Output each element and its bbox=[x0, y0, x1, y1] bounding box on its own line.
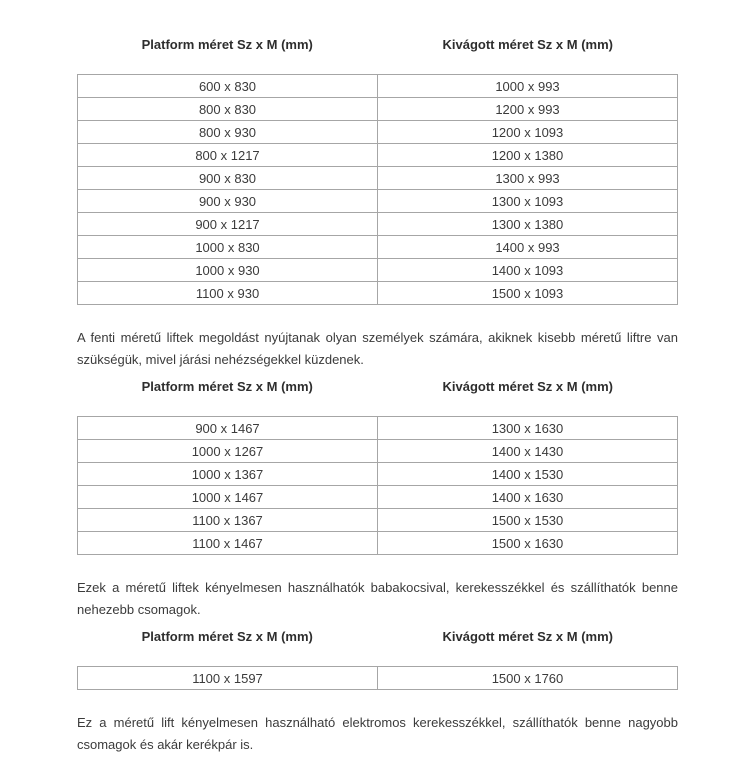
table-cell: 1200 x 1093 bbox=[378, 121, 678, 144]
table-row bbox=[78, 463, 678, 486]
platform-size-header: Platform méret Sz x M (mm) bbox=[141, 37, 313, 52]
table-row bbox=[78, 98, 678, 121]
table-row bbox=[78, 282, 678, 305]
table-cell: 1000 x 1267 bbox=[78, 440, 378, 463]
platform-size-header: Platform méret Sz x M (mm) bbox=[141, 629, 313, 644]
cutout-size-header: Kivágott méret Sz x M (mm) bbox=[442, 379, 613, 394]
table-cell: 1000 x 1467 bbox=[78, 486, 378, 509]
table-row bbox=[78, 509, 678, 532]
table-row bbox=[78, 417, 678, 440]
table-cell: 1500 x 1760 bbox=[378, 667, 678, 690]
table-cell: 1300 x 993 bbox=[378, 167, 678, 190]
table-row bbox=[78, 259, 678, 282]
table-cell: 1400 x 993 bbox=[378, 236, 678, 259]
size-table-small bbox=[77, 74, 678, 305]
cutout-size-header: Kivágott méret Sz x M (mm) bbox=[442, 629, 613, 644]
table-row bbox=[78, 532, 678, 555]
column-headers bbox=[77, 629, 678, 645]
table-cell: 900 x 1217 bbox=[78, 213, 378, 236]
table-row bbox=[78, 236, 678, 259]
table-cell: 900 x 830 bbox=[78, 167, 378, 190]
platform-size-header: Platform méret Sz x M (mm) bbox=[141, 379, 313, 394]
table-cell: 1300 x 1380 bbox=[378, 213, 678, 236]
table-cell: 1300 x 1630 bbox=[378, 417, 678, 440]
table-row bbox=[78, 144, 678, 167]
column-headers bbox=[77, 37, 678, 53]
column-headers bbox=[77, 379, 678, 395]
table-cell: 1000 x 1367 bbox=[78, 463, 378, 486]
table-row bbox=[78, 75, 678, 98]
section-small-description: A fenti méretű liftek megoldást nyújtanak olyan személyek számára, akiknek kisebb méretű liftre van szükségük, mivel járási nehézségekkel küzdenek. bbox=[77, 330, 678, 367]
table-cell: 800 x 930 bbox=[78, 121, 378, 144]
section-large-description: Ez a méretű lift kényelmesen használható elektromos kerekesszékkel, szállíthatók benne nagyobb csomagok és akár kerékpár is. bbox=[77, 715, 678, 752]
table-cell: 1200 x 1380 bbox=[378, 144, 678, 167]
section-medium-lifts bbox=[77, 379, 678, 621]
table-cell: 1100 x 1597 bbox=[78, 667, 378, 690]
table-row bbox=[78, 486, 678, 509]
table-cell: 1400 x 1630 bbox=[378, 486, 678, 509]
table-cell: 800 x 1217 bbox=[78, 144, 378, 167]
table-cell: 900 x 1467 bbox=[78, 417, 378, 440]
table-cell: 1400 x 1530 bbox=[378, 463, 678, 486]
size-table-large bbox=[77, 666, 678, 690]
table-cell: 900 x 930 bbox=[78, 190, 378, 213]
section-small-lifts bbox=[77, 37, 678, 371]
cutout-size-header: Kivágott méret Sz x M (mm) bbox=[442, 37, 613, 52]
table-row bbox=[78, 667, 678, 690]
table-cell: 600 x 830 bbox=[78, 75, 378, 98]
table-cell: 1300 x 1093 bbox=[378, 190, 678, 213]
section-medium-description: Ezek a méretű liftek kényelmesen használhatók babakocsival, kerekesszékkel és szállíthatók benne nehezebb csomagok. bbox=[77, 580, 678, 617]
table-cell: 1000 x 830 bbox=[78, 236, 378, 259]
table-cell: 1500 x 1530 bbox=[378, 509, 678, 532]
table-row bbox=[78, 213, 678, 236]
table-cell: 1400 x 1430 bbox=[378, 440, 678, 463]
table-row bbox=[78, 121, 678, 144]
table-cell: 1100 x 1367 bbox=[78, 509, 378, 532]
table-row bbox=[78, 167, 678, 190]
table-cell: 1000 x 930 bbox=[78, 259, 378, 282]
table-cell: 1100 x 1467 bbox=[78, 532, 378, 555]
table-cell: 1500 x 1093 bbox=[378, 282, 678, 305]
section-large-lifts bbox=[77, 629, 678, 756]
size-table-medium bbox=[77, 416, 678, 555]
table-cell: 1000 x 993 bbox=[378, 75, 678, 98]
table-cell: 1500 x 1630 bbox=[378, 532, 678, 555]
table-cell: 1400 x 1093 bbox=[378, 259, 678, 282]
table-cell: 800 x 830 bbox=[78, 98, 378, 121]
table-row bbox=[78, 190, 678, 213]
table-row bbox=[78, 440, 678, 463]
table-cell: 1100 x 930 bbox=[78, 282, 378, 305]
table-cell: 1200 x 993 bbox=[378, 98, 678, 121]
